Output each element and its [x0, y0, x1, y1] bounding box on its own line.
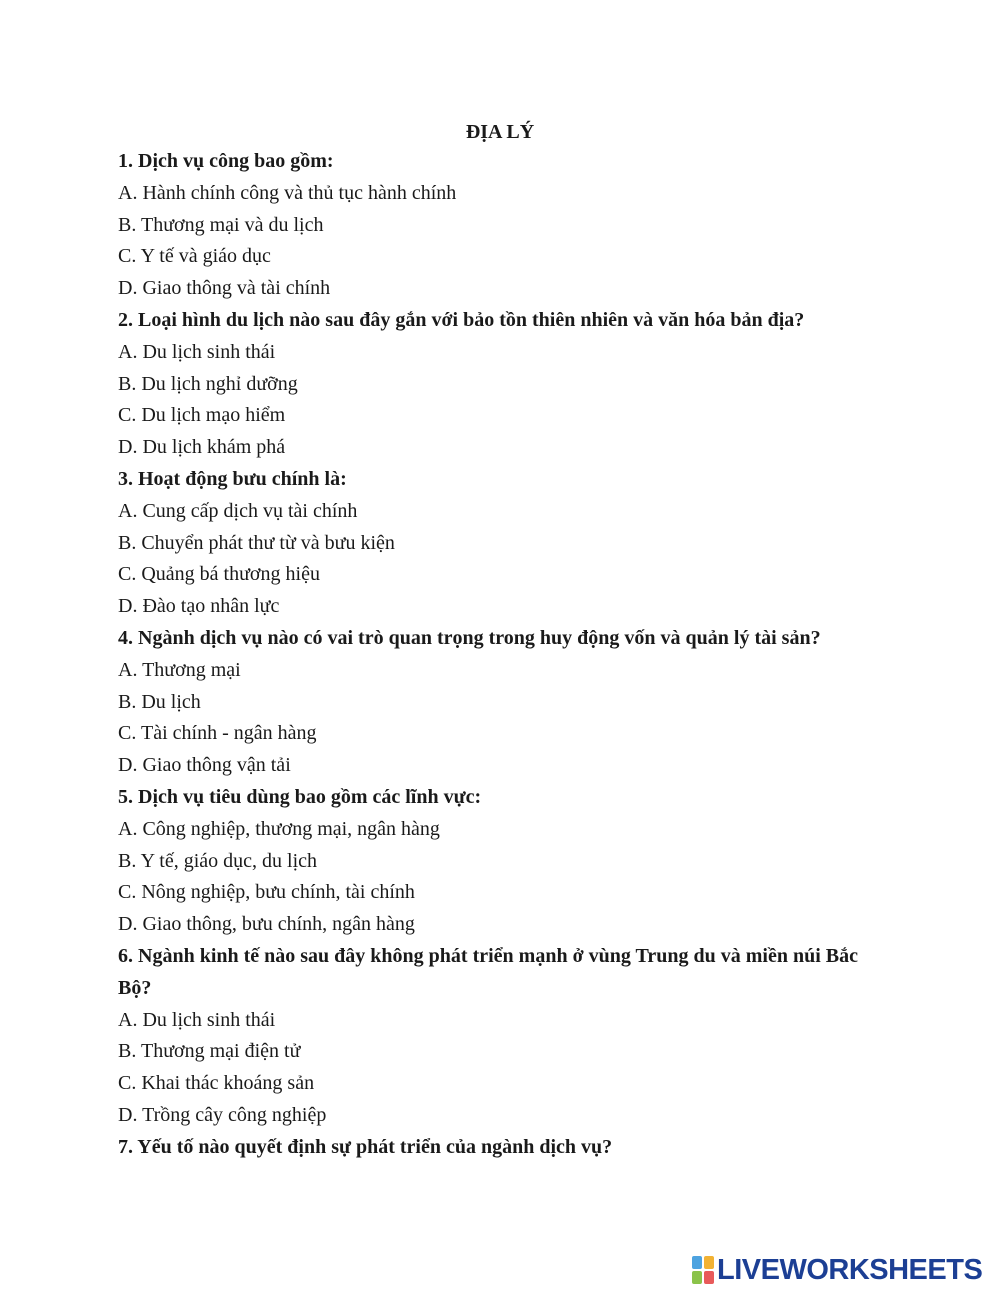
- question-block: [118, 305, 878, 464]
- question-text: 6. Ngành kinh tế nào sau đây không phát triển mạnh ở vùng Trung du và miền núi Bắc Bộ?: [118, 944, 858, 999]
- question-block: [118, 782, 878, 941]
- question-block: [118, 1132, 878, 1164]
- question-block: [118, 941, 878, 1132]
- answer-option: D. Trồng cây công nghiệp: [118, 1103, 327, 1126]
- logo-tile-yellow: [704, 1256, 714, 1269]
- answer-option: C. Khai thác khoáng sản: [118, 1072, 315, 1095]
- answer-option: D. Đào tạo nhân lực: [118, 595, 280, 618]
- question-block: [118, 623, 878, 782]
- answer-option: A. Công nghiệp, thương mại, ngân hàng: [118, 817, 440, 840]
- question-text: 5. Dịch vụ tiêu dùng bao gồm các lĩnh vực:: [118, 785, 482, 808]
- answer-option: B. Du lịch: [118, 690, 201, 713]
- question-block: [118, 464, 878, 623]
- answer-option: C. Nông nghiệp, bưu chính, tài chính: [118, 881, 415, 904]
- answer-option: C. Du lịch mạo hiểm: [118, 404, 286, 427]
- answer-option: B. Thương mại điện tử: [118, 1040, 301, 1063]
- answer-option: D. Du lịch khám phá: [118, 436, 286, 459]
- question-block: [118, 146, 878, 305]
- answer-option: C. Y tế và giáo dục: [118, 245, 271, 268]
- answer-option: B. Du lịch nghỉ dưỡng: [118, 372, 298, 395]
- answer-option: A. Du lịch sinh thái: [118, 340, 276, 363]
- question-text: 4. Ngành dịch vụ nào có vai trò quan trọng trong huy động vốn và quản lý tài sản?: [118, 626, 821, 649]
- answer-option: A. Cung cấp dịch vụ tài chính: [118, 499, 358, 522]
- answer-option: D. Giao thông, bưu chính, ngân hàng: [118, 913, 415, 936]
- brand-logo-text: LIVEWORKSHEETS: [717, 1254, 983, 1286]
- logo-tile-red: [704, 1271, 714, 1284]
- worksheet-content: [118, 146, 878, 1164]
- question-text: 7. Yếu tố nào quyết định sự phát triển của ngành dịch vụ?: [118, 1135, 613, 1158]
- answer-option: B. Chuyển phát thư từ và bưu kiện: [118, 531, 395, 554]
- liveworksheets-logo-icon: [692, 1256, 714, 1284]
- liveworksheets-brand: [692, 1252, 982, 1288]
- answer-option: D. Giao thông và tài chính: [118, 277, 331, 300]
- answer-option: A. Du lịch sinh thái: [118, 1008, 276, 1031]
- question-text: 3. Hoạt động bưu chính là:: [118, 467, 347, 490]
- answer-option: C. Tài chính - ngân hàng: [118, 722, 317, 745]
- answer-option: C. Quảng bá thương hiệu: [118, 563, 320, 586]
- answer-option: B. Y tế, giáo dục, du lịch: [118, 849, 318, 872]
- answer-option: B. Thương mại và du lịch: [118, 213, 324, 236]
- question-text: 2. Loại hình du lịch nào sau đây gắn với bảo tồn thiên nhiên và văn hóa bản địa?: [118, 308, 805, 331]
- answer-option: A. Hành chính công và thủ tục hành chính: [118, 181, 457, 204]
- answer-option: A. Thương mại: [118, 658, 241, 681]
- question-text: 1. Dịch vụ công bao gồm:: [118, 150, 334, 172]
- logo-tile-green: [692, 1271, 702, 1284]
- answer-option: D. Giao thông vận tải: [118, 754, 291, 777]
- page-title: ĐỊA LÝ: [465, 121, 535, 143]
- logo-tile-blue: [692, 1256, 702, 1269]
